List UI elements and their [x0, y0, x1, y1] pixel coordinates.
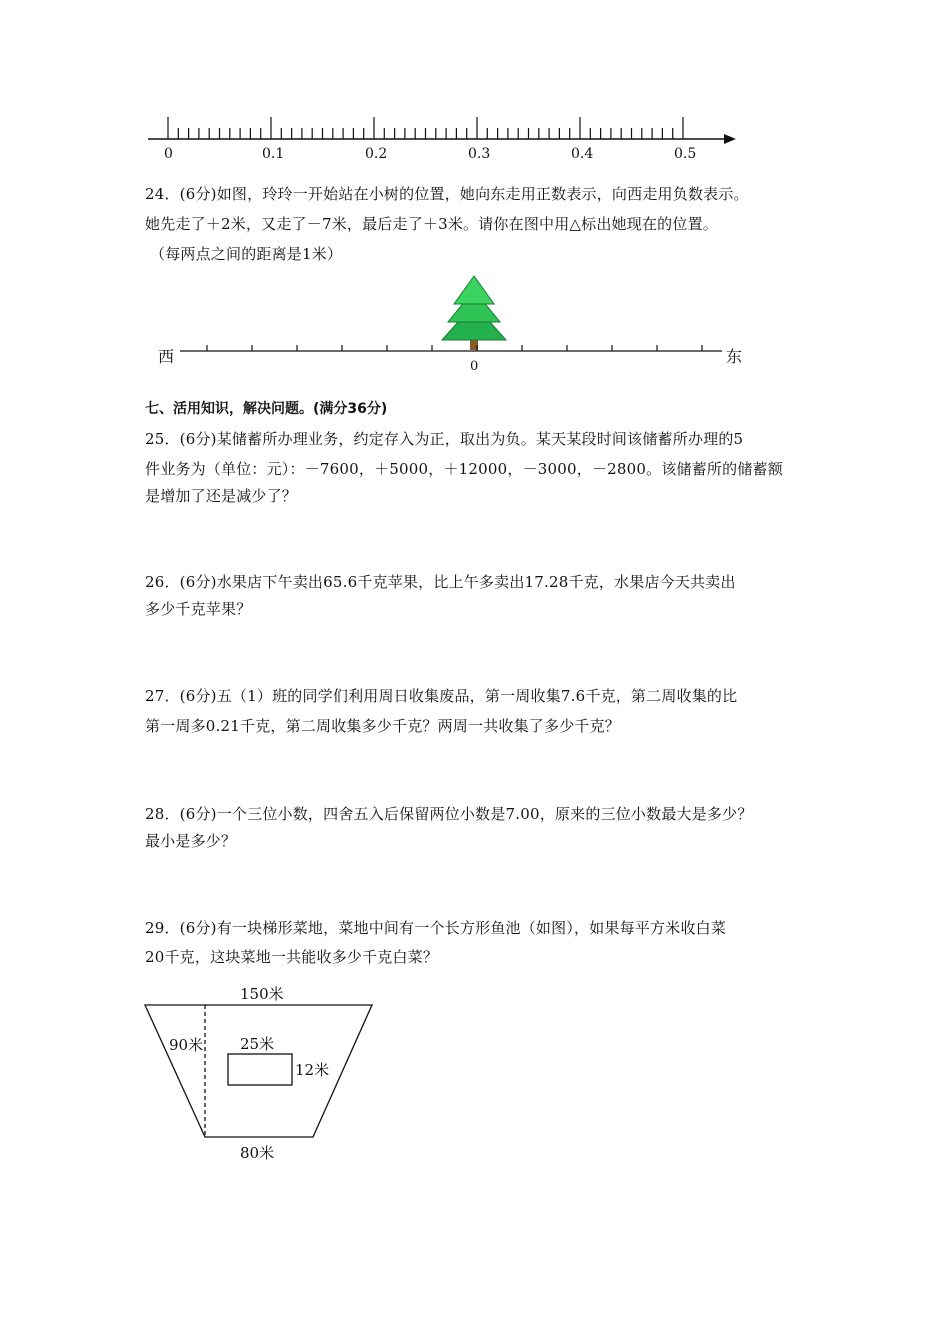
ruler-tick-label: 0.4 [571, 146, 594, 162]
q27-text-line-2: 第一周多0.21千克，第二周收集多少千克？两周一共收集了多少千克？ [145, 717, 621, 735]
direction-number-line [150, 268, 760, 378]
section-7-heading: 七、活用知识，解决问题。(满分36分) [145, 401, 388, 417]
q29-text-line-2: 20千克，这块菜地一共能收多少千克白菜？ [145, 948, 439, 966]
q24-text-line-2: 她先走了＋2米，又走了－7米，最后走了＋3米。请你在图中用△标出她现在的位置。 [145, 215, 718, 233]
zero-label: 0 [470, 359, 479, 374]
ruler-tick-label: 0.3 [468, 146, 491, 162]
q29-text-line-1: 29．(6分)有一块梯形菜地，菜地中间有一个长方形鱼池（如图），如果每平方米收白菜 [145, 919, 727, 937]
top-base-label: 150米 [240, 985, 284, 1003]
pond-height-label: 12米 [295, 1061, 330, 1079]
q27-text-line-1: 27．(6分)五（1）班的同学们利用周日收集废品，第一周收集7.6千克，第二周收集的比 [145, 687, 738, 705]
west-label: 西 [158, 347, 175, 366]
q26-text-line-1: 26．(6分)水果店下午卖出65.6千克苹果，比上午多卖出17.28千克，水果店今天共卖出 [145, 573, 736, 591]
ruler-tick-label: 0.5 [674, 146, 697, 162]
number-line-arrow [724, 134, 736, 144]
q25-text-line-3: 是增加了还是减少了？ [145, 487, 298, 505]
q28-text-line-1: 28．(6分)一个三位小数，四舍五入后保留两位小数是7.00，原来的三位小数最大是多少？ [145, 805, 753, 823]
q24-text-line-3: （每两点之间的距离是1米） [150, 245, 343, 263]
q26-text-line-2: 多少千克苹果？ [145, 600, 252, 618]
ruler-tick-label: 0 [164, 146, 173, 162]
bottom-base-label: 80米 [240, 1144, 275, 1162]
q25-text-line-1: 25．(6分)某储蓄所办理业务，约定存入为正，取出为负。某天某段时间该储蓄所办理的5 [145, 430, 744, 448]
q25-text-line-2: 件业务为（单位：元）：－7600，＋5000，＋12000，－3000，－2800。该储蓄所的储蓄额 [145, 460, 783, 478]
height-label: 90米 [169, 1036, 204, 1054]
east-label: 东 [726, 347, 743, 366]
ruler-tick-label: 0.1 [262, 146, 285, 162]
decimal-number-line [140, 108, 750, 168]
fish-pond-rectangle [228, 1054, 292, 1085]
tree-icon [442, 276, 506, 350]
ruler-tick-label: 0.2 [365, 146, 388, 162]
trapezoid-diagram [140, 980, 390, 1170]
q28-text-line-2: 最小是多少？ [145, 832, 237, 850]
trapezoid-shape [145, 1005, 372, 1137]
pond-width-label: 25米 [240, 1035, 275, 1053]
q24-text-line-1: 24．(6分)如图，玲玲一开始站在小树的位置，她向东走用正数表示，向西走用负数表示。 [145, 185, 749, 203]
